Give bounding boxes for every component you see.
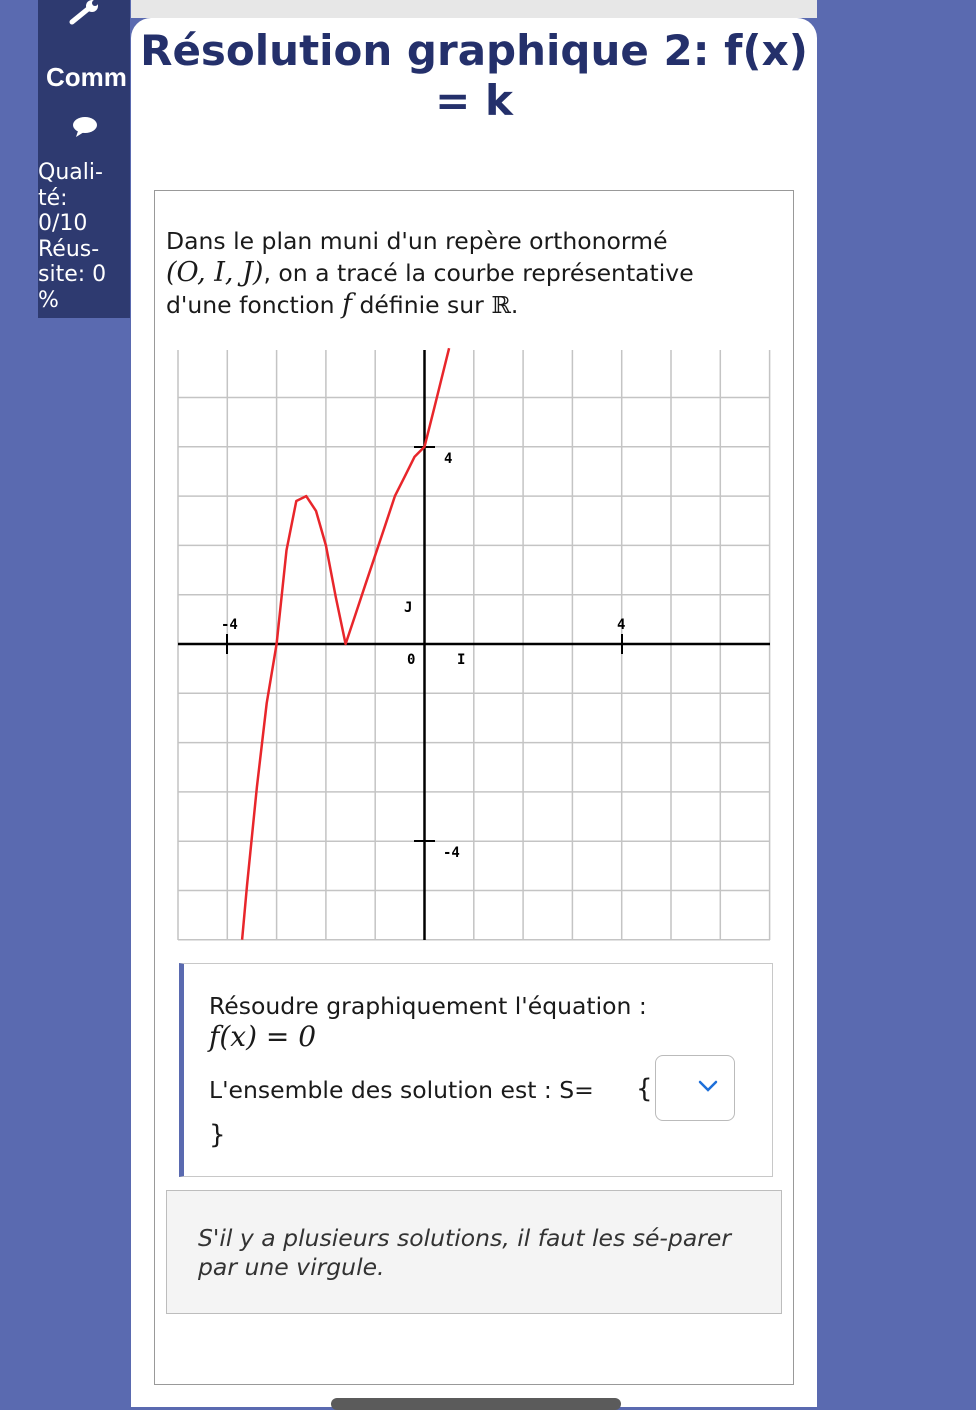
stats-line: Réus- xyxy=(38,236,100,262)
chevron-down-icon xyxy=(698,1080,718,1092)
stats-line: site: 0 xyxy=(38,262,107,287)
comment-label[interactable]: Comm xyxy=(46,62,127,92)
unit-label-i: I xyxy=(457,652,466,668)
title-line-2: = k xyxy=(435,76,513,125)
stats-line: 0/10 xyxy=(38,211,88,236)
stats-line: té: xyxy=(38,185,68,211)
tick-label-y-pos: 4 xyxy=(444,451,453,467)
stats-line: % xyxy=(38,287,59,313)
unit-label-j: J xyxy=(404,600,413,616)
question-equation xyxy=(209,1020,316,1053)
brace-close: } xyxy=(209,1120,226,1150)
intro-part-3: d'une fonction xyxy=(166,291,343,319)
brace-open: { xyxy=(636,1074,653,1104)
intro-part-4: définie sur xyxy=(352,291,492,319)
reals-symbol: ℝ xyxy=(491,291,511,319)
function-name: f xyxy=(342,289,353,320)
tick-label-x-pos: 4 xyxy=(617,617,626,633)
intro-part-5: . xyxy=(510,291,519,319)
hint-text: S'il y a plusieurs solutions, il faut les sé-parer par une virgule. xyxy=(198,1224,731,1281)
tick-label-y-neg: -4 xyxy=(443,845,460,861)
title-line-1: Résolution graphique 2: f(x) xyxy=(140,26,808,75)
scroll-handle[interactable] xyxy=(331,1398,621,1410)
intro-part-2: , on a tracé la courbe représentative xyxy=(263,259,694,287)
intro-part-1: Dans le plan muni d'un repère orthonormé xyxy=(166,227,668,255)
origin-label: 0 xyxy=(407,652,416,668)
stats-line: Quali- xyxy=(38,160,103,185)
answer-label: L'ensemble des solution est : S= xyxy=(209,1076,594,1104)
answer-dropdown[interactable] xyxy=(655,1055,735,1121)
tick-label-x-neg: -4 xyxy=(221,617,238,633)
repere-notation: (O, I, J) xyxy=(166,257,264,288)
equation-text: f(x) = 0 xyxy=(209,1020,317,1053)
question-prompt: Résoudre graphiquement l'équation : xyxy=(209,992,647,1020)
